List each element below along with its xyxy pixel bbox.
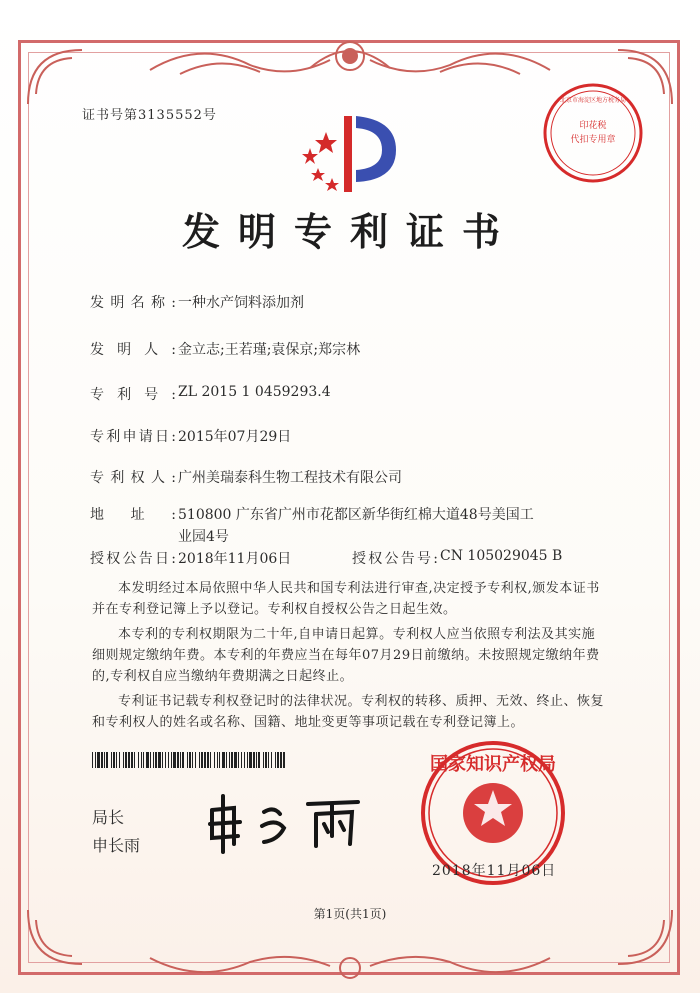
barcode-bar xyxy=(238,752,239,768)
barcode-bar xyxy=(155,752,157,768)
barcode-bar xyxy=(229,752,230,768)
barcode-bar xyxy=(241,752,242,768)
barcode-bar xyxy=(143,752,144,768)
patent-office-logo-icon xyxy=(296,110,406,194)
barcode-bar xyxy=(277,752,279,768)
top-ornament-icon xyxy=(140,30,560,84)
barcode-bar xyxy=(101,752,103,768)
barcode-bar xyxy=(231,752,233,768)
barcode-bar xyxy=(210,752,211,768)
svg-text:国家知识产权局: 国家知识产权局 xyxy=(430,754,556,775)
barcode-bar xyxy=(249,752,252,768)
field-grant-number: 授权公告号:CN 105029045 B xyxy=(352,548,563,567)
barcode-bar xyxy=(271,752,272,768)
barcode-bar xyxy=(125,752,127,768)
barcode-bar xyxy=(182,752,184,768)
barcode-bar xyxy=(180,752,181,768)
barcode-bar xyxy=(113,752,115,768)
svg-text:代扣专用章: 代扣专用章 xyxy=(570,135,616,145)
field-invention-name: 发明名称:一种水产饲料添加剂 xyxy=(90,295,304,311)
barcode-bar xyxy=(280,752,282,768)
barcode-bar xyxy=(97,752,100,768)
barcode-bar xyxy=(150,752,151,768)
barcode-bar xyxy=(222,752,225,768)
barcode-bar xyxy=(95,752,96,768)
barcode-bar xyxy=(247,752,248,768)
statement-paragraph: 本发明经过本局依照中华人民共和国专利法进行审查,决定授予专利权,颁发本证书并在专利登记簿上予以登记。专利权自授权公告之日起生效。 xyxy=(92,581,600,617)
field-grant-date: 授权公告日:2018年11月06日 xyxy=(90,551,292,567)
barcode-bar xyxy=(199,752,200,768)
barcode-bar xyxy=(189,752,191,768)
barcode-bar xyxy=(168,752,169,768)
certificate-statement xyxy=(92,578,608,737)
bottom-ornament-icon xyxy=(140,950,560,990)
barcode-bar xyxy=(111,752,112,768)
barcode-bar xyxy=(217,752,218,768)
director-signature-icon xyxy=(198,786,368,856)
barcode-bar xyxy=(158,752,161,768)
field-filing-date: 专利申请日:2015年07月29日 xyxy=(90,429,292,445)
barcode-bar xyxy=(134,752,135,768)
statement-paragraph: 专利证书记载专利权登记时的法律状况。专利权的转移、质押、无效、终止、恢复和专利权人的姓名或名称、国籍、地址变更等事项记载在专利登记簿上。 xyxy=(92,694,605,730)
barcode-bar xyxy=(268,752,269,768)
certificate-number: 证书号第3135552号 xyxy=(82,108,217,123)
barcode-bar xyxy=(116,752,117,768)
director-name: 申长雨 xyxy=(92,836,141,855)
barcode-bar xyxy=(128,752,130,768)
barcode-icon xyxy=(92,752,288,768)
barcode-bar xyxy=(201,752,203,768)
barcode-bar xyxy=(106,752,108,768)
barcode-bar xyxy=(258,752,260,768)
barcode-bar xyxy=(104,752,105,768)
seal-date: 2018年11月06日 xyxy=(432,863,557,879)
barcode-bar xyxy=(244,752,245,768)
barcode-bar xyxy=(173,752,176,768)
barcode-bar xyxy=(138,752,139,768)
barcode-bar xyxy=(192,752,193,768)
barcode-bar xyxy=(165,752,166,768)
barcode-bar xyxy=(275,752,276,768)
barcode-bar xyxy=(195,752,196,768)
barcode-bar xyxy=(214,752,215,768)
barcode-bar xyxy=(141,752,142,768)
director-block xyxy=(92,804,140,860)
barcode-bar xyxy=(177,752,179,768)
field-inventors: 发明人:金立志;王若瑾;袁保京;郑宗林 xyxy=(90,342,361,358)
barcode-bar xyxy=(256,752,257,768)
barcode-bar xyxy=(92,752,93,768)
certificate-title: 发明专利证书 xyxy=(181,210,518,254)
field-address: 地址:510800 广东省广州市花都区新华街红棉大道48号美国工业园4号 xyxy=(90,507,534,545)
svg-text:印花税: 印花税 xyxy=(579,121,607,131)
barcode-bar xyxy=(187,752,188,768)
barcode-bar xyxy=(265,752,267,768)
barcode-bar xyxy=(131,752,133,768)
barcode-bar xyxy=(162,752,163,768)
page-number: 第1页(共1页) xyxy=(313,907,387,921)
barcode-bar xyxy=(253,752,255,768)
barcode-bar xyxy=(204,752,206,768)
director-title: 局长 xyxy=(92,808,125,827)
barcode-bar xyxy=(226,752,227,768)
barcode-bar xyxy=(263,752,264,768)
barcode-bar xyxy=(153,752,154,768)
barcode-bar xyxy=(283,752,285,768)
barcode-bar xyxy=(123,752,124,768)
statement-paragraph: 本专利的专利权期限为二十年,自申请日起算。专利权人应当依照专利法及其实施细则规定缴纳年费。本专利的年费应当在每年07月29日前缴纳。未按照规定缴纳年费的,专利权自应当缴纳年费期满之日起终止。 xyxy=(92,627,600,684)
barcode-bar xyxy=(234,752,237,768)
svg-text:北京市海淀区地方税务局: 北京市海淀区地方税务局 xyxy=(559,97,627,104)
field-patentee: 专利权人:广州美瑞泰科生物工程技术有限公司 xyxy=(90,470,402,486)
barcode-bar xyxy=(146,752,149,768)
field-patent-number: 专利号:ZL 2015 1 0459293.4 xyxy=(90,384,331,403)
barcode-bar xyxy=(207,752,209,768)
barcode-bar xyxy=(119,752,120,768)
tax-stamp-seal-icon xyxy=(538,78,648,188)
barcode-bar xyxy=(219,752,220,768)
barcode-bar xyxy=(171,752,172,768)
